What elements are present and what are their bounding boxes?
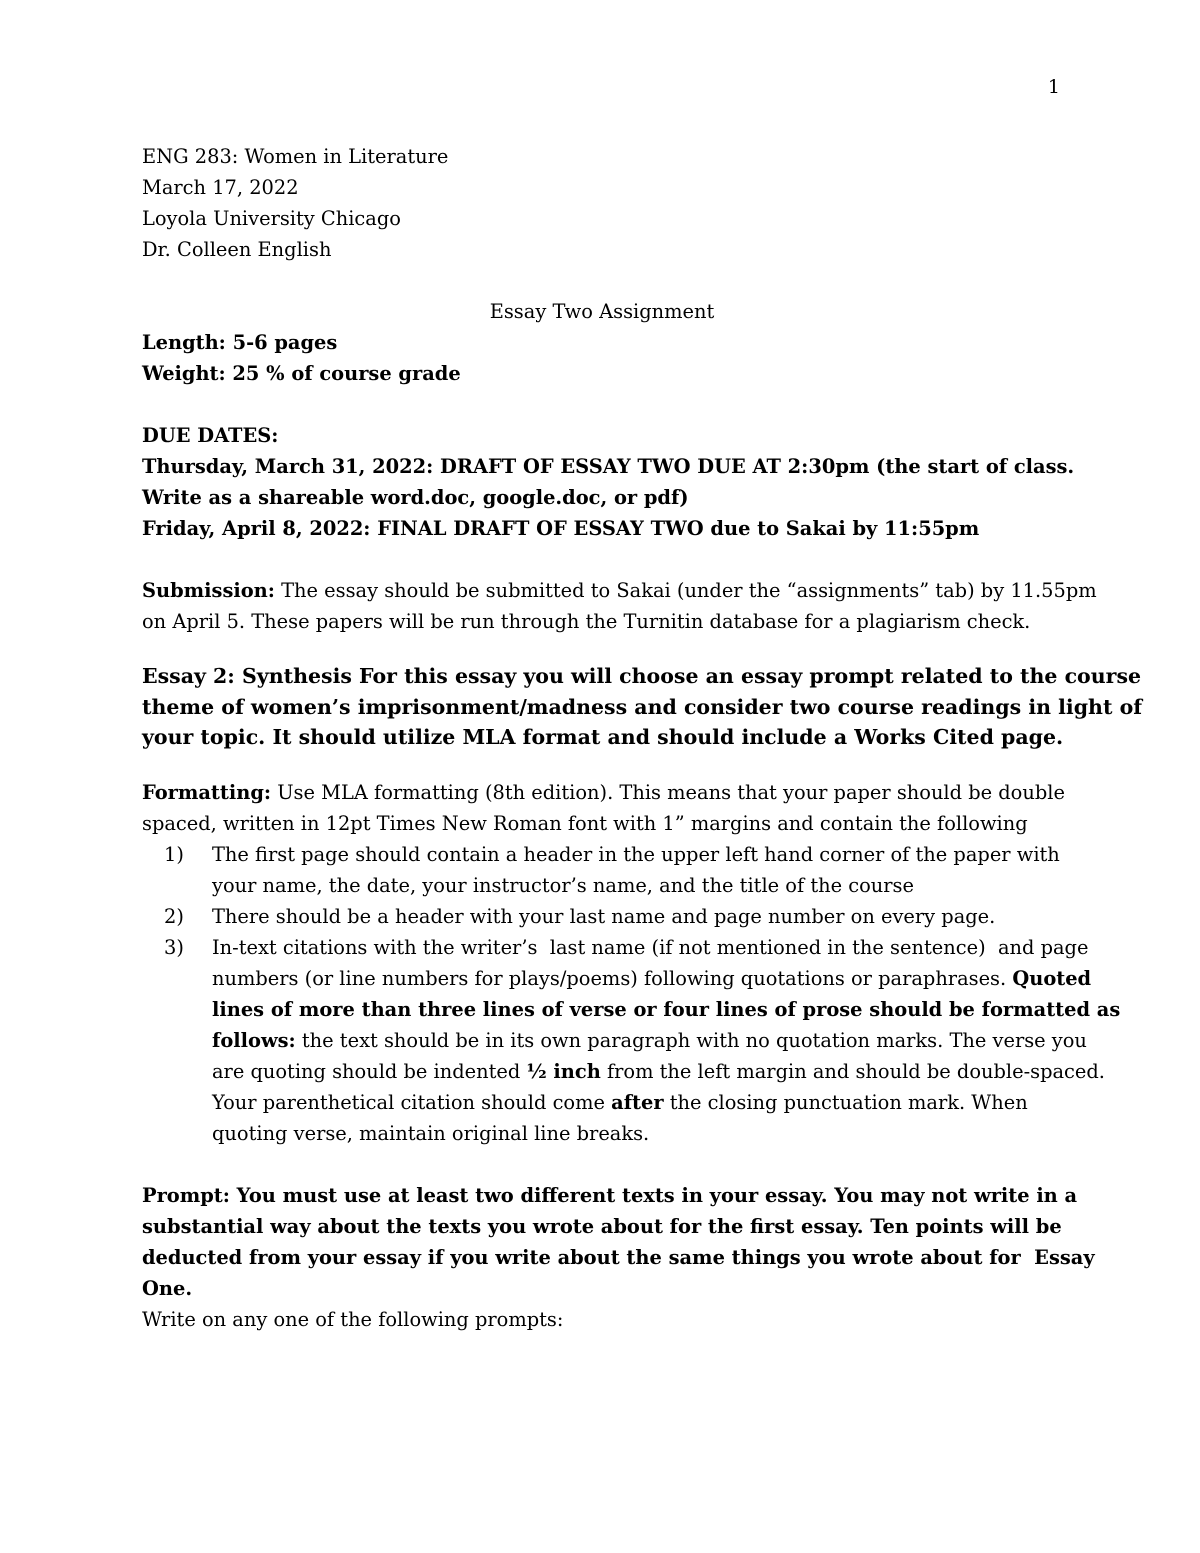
list-item-bold-text: Quoted	[1012, 966, 1092, 990]
list-item-number: 2)	[164, 904, 184, 928]
university-name: Loyola University Chicago	[142, 207, 401, 230]
essay2-line-2: theme of women’s imprisonment/madness and consider two course readings in light of	[142, 694, 1143, 719]
list-item	[142, 901, 1062, 932]
page-number: 1	[1047, 76, 1060, 98]
list-item-bold-text: after	[611, 1090, 664, 1114]
document-title: Essay Two Assignment	[489, 300, 715, 323]
submission-text-1: The essay should be submitted to Sakai (under the “assignments” tab) by 11.55pm	[274, 579, 1097, 602]
list-item-line: There should be a header with your last name and page number on every page.	[212, 904, 996, 928]
document-date: March 17, 2022	[142, 176, 299, 199]
length-label: Length:	[142, 331, 226, 354]
list-item-text: from the left margin and should be double-spaced.	[600, 1059, 1105, 1083]
list-item-number: 1)	[164, 842, 184, 866]
due-date-draft-format: Write as a shareable word.doc, google.doc, or pdf)	[142, 486, 689, 509]
list-item-text: Your parenthetical citation should come	[212, 1090, 612, 1114]
document-body	[142, 141, 1143, 1335]
weight-value: 25 % of course grade	[225, 362, 461, 385]
list-item-line	[212, 1087, 1062, 1118]
formatting-label: Formatting:	[142, 780, 272, 804]
essay2-text-1: For this essay you will choose an essay prompt related to the course	[351, 664, 1142, 688]
weight-label: Weight:	[142, 362, 226, 385]
length-line	[142, 327, 1062, 358]
essay2-line-1	[142, 661, 1142, 692]
list-item-line	[212, 1025, 1087, 1056]
due-dates-heading: DUE DATES:	[142, 424, 279, 447]
list-item	[142, 932, 1121, 1149]
list-item-bold-text: ½ inch	[526, 1059, 601, 1083]
list-item-text: the closing punctuation mark. When	[663, 1090, 1028, 1114]
essay2-label: Essay 2: Synthesis	[142, 664, 352, 688]
list-item-text: are quoting should be indented	[212, 1059, 527, 1083]
list-item-line	[212, 963, 1092, 994]
list-item-line: The first page should contain a header in the upper left hand corner of the paper with	[212, 842, 1060, 866]
course-name: ENG 283: Women in Literature	[142, 145, 449, 168]
prompt-line-1: Prompt: You must use at least two different texts in your essay. You may not write in a	[142, 1183, 1078, 1207]
essay2-line-3: your topic. It should utilize MLA format and should include a Works Cited page.	[142, 725, 1064, 750]
list-item-text: numbers (or line numbers for plays/poems) following quotations or paraphrases.	[212, 966, 1013, 990]
formatting-line-2: spaced, written in 12pt Times New Roman font with 1” margins and contain the following	[142, 811, 1028, 835]
submission-line-2: on April 5. These papers will be run through the Turnitin database for a plagiarism check.	[142, 610, 1031, 633]
prompt-instruction: Write on any one of the following prompts:	[142, 1307, 564, 1331]
list-item-line: quoting verse, maintain original line breaks.	[212, 1121, 650, 1145]
list-item-line	[212, 1056, 1105, 1087]
submission-label: Submission:	[142, 579, 275, 602]
list-item-bold-text: follows:	[212, 1028, 296, 1052]
length-value: 5-6 pages	[225, 331, 338, 354]
list-item	[142, 839, 1062, 901]
due-date-final: Friday, April 8, 2022: FINAL DRAFT OF ESSAY TWO due to Sakai by 11:55pm	[142, 517, 980, 540]
due-date-draft: Thursday, March 31, 2022: DRAFT OF ESSAY TWO DUE AT 2:30pm (the start of class.	[142, 455, 1075, 478]
prompt-line-4: One.	[142, 1276, 193, 1300]
formatting-line-1	[142, 777, 1065, 808]
list-item-line: In-text citations with the writer’s last name (if not mentioned in the sentence) and page	[212, 935, 1089, 959]
formatting-list	[142, 839, 1121, 1149]
list-item-number: 3)	[164, 935, 184, 959]
list-item-text: the text should be in its own paragraph with no quotation marks. The verse you	[295, 1028, 1087, 1052]
instructor-name: Dr. Colleen English	[142, 238, 332, 261]
list-item-line: lines of more than three lines of verse or four lines of prose should be formatted as	[212, 997, 1121, 1021]
submission-line-1	[142, 575, 1097, 606]
prompt-line-2: substantial way about the texts you wrote about for the first essay. Ten points will be	[142, 1214, 1062, 1238]
weight-line	[142, 358, 1062, 389]
formatting-text-1: Use MLA formatting (8th edition). This means that your paper should be double	[271, 780, 1065, 804]
list-item-line: your name, the date, your instructor’s name, and the title of the course	[212, 873, 914, 897]
prompt-line-3: deducted from your essay if you write about the same things you wrote about for Essay	[142, 1245, 1095, 1269]
